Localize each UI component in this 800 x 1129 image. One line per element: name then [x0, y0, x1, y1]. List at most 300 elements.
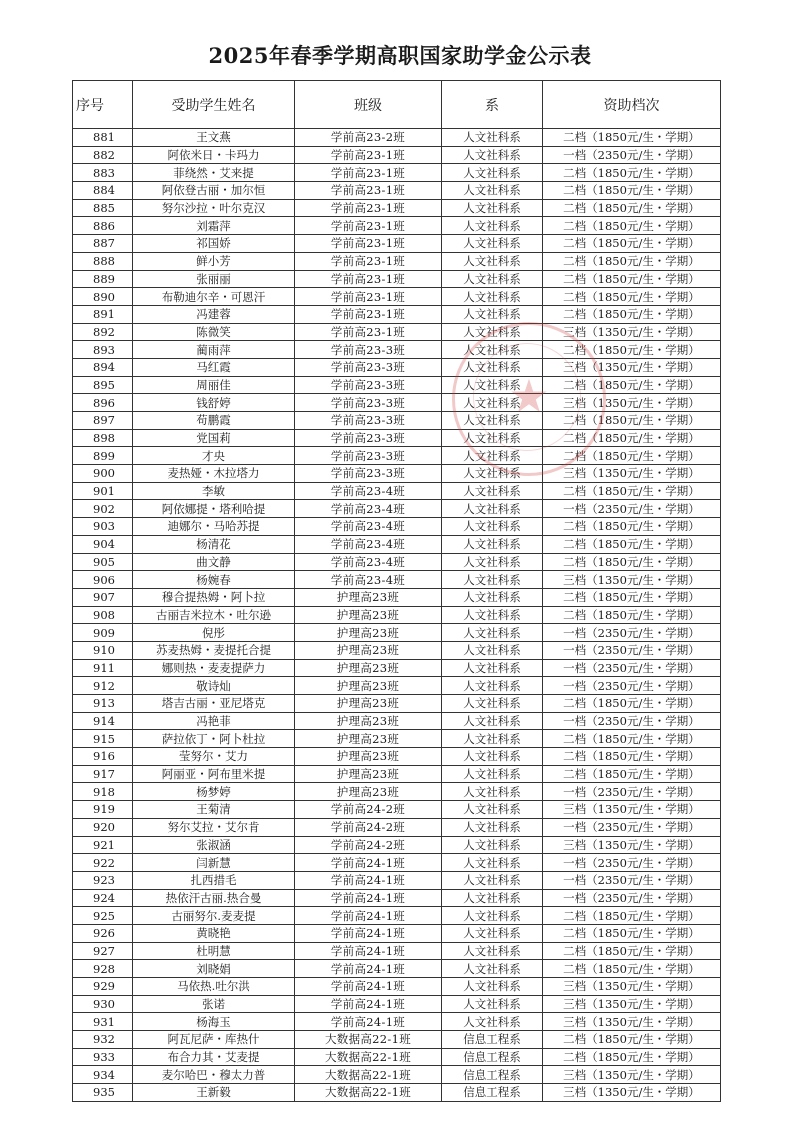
cell-level: 三档（1350元/生・学期）: [543, 1084, 721, 1102]
cell-class: 护理高23班: [295, 624, 442, 642]
cell-level: 二档（1850元/生・学期）: [543, 606, 721, 624]
table-body: [73, 129, 721, 1102]
table-row: [73, 412, 721, 430]
cell-no: 898: [73, 429, 133, 447]
cell-dept: 人文社科系: [442, 960, 543, 978]
cell-level: 二档（1850元/生・学期）: [543, 960, 721, 978]
cell-level: 二档（1850元/生・学期）: [543, 129, 721, 147]
cell-name: 马红霞: [133, 358, 295, 376]
cell-level: 三档（1350元/生・学期）: [543, 995, 721, 1013]
cell-no: 932: [73, 1031, 133, 1049]
cell-dept: 人文社科系: [442, 482, 543, 500]
table-row: [73, 252, 721, 270]
cell-class: 学前高24-2班: [295, 836, 442, 854]
cell-dept: 人文社科系: [442, 252, 543, 270]
cell-name: 张淑涵: [133, 836, 295, 854]
cell-name: 李敏: [133, 482, 295, 500]
cell-class: 学前高23-1班: [295, 323, 442, 341]
cell-class: 护理高23班: [295, 783, 442, 801]
cell-class: 学前高23-4班: [295, 535, 442, 553]
cell-dept: 人文社科系: [442, 606, 543, 624]
cell-name: 阿依娜提・塔利哈提: [133, 500, 295, 518]
cell-level: 二档（1850元/生・学期）: [543, 588, 721, 606]
cell-class: 学前高24-1班: [295, 978, 442, 996]
cell-no: 923: [73, 871, 133, 889]
col-header-class: 班级: [295, 81, 442, 129]
cell-no: 901: [73, 482, 133, 500]
cell-class: 护理高23班: [295, 748, 442, 766]
cell-class: 学前高23-1班: [295, 252, 442, 270]
cell-name: 冯建蓉: [133, 305, 295, 323]
cell-no: 928: [73, 960, 133, 978]
cell-class: 学前高24-1班: [295, 1013, 442, 1031]
table-row: [73, 712, 721, 730]
cell-name: 冯艳菲: [133, 712, 295, 730]
table-row: [73, 854, 721, 872]
table-row: [73, 358, 721, 376]
cell-level: 二档（1850元/生・学期）: [543, 376, 721, 394]
cell-no: 917: [73, 765, 133, 783]
table-row: [73, 288, 721, 306]
cell-class: 学前高24-1班: [295, 960, 442, 978]
cell-no: 906: [73, 571, 133, 589]
cell-name: 张诺: [133, 995, 295, 1013]
table-row: [73, 500, 721, 518]
cell-level: 二档（1850元/生・学期）: [543, 765, 721, 783]
col-header-level: 资助档次: [543, 81, 721, 129]
table-row: [73, 695, 721, 713]
cell-dept: 人文社科系: [442, 889, 543, 907]
col-header-name: 受助学生姓名: [133, 81, 295, 129]
cell-class: 大数据高22-1班: [295, 1031, 442, 1049]
cell-dept: 人文社科系: [442, 235, 543, 253]
cell-level: 一档（2350元/生・学期）: [543, 659, 721, 677]
cell-level: 一档（2350元/生・学期）: [543, 818, 721, 836]
table-row: [73, 270, 721, 288]
cell-dept: 人文社科系: [442, 146, 543, 164]
cell-no: 930: [73, 995, 133, 1013]
cell-no: 888: [73, 252, 133, 270]
table-row: [73, 606, 721, 624]
cell-class: 学前高24-1班: [295, 854, 442, 872]
cell-level: 二档（1850元/生・学期）: [543, 412, 721, 430]
cell-class: 护理高23班: [295, 606, 442, 624]
cell-dept: 人文社科系: [442, 907, 543, 925]
cell-no: 926: [73, 924, 133, 942]
cell-no: 929: [73, 978, 133, 996]
cell-dept: 人文社科系: [442, 995, 543, 1013]
cell-class: 学前高23-1班: [295, 305, 442, 323]
cell-dept: 人文社科系: [442, 924, 543, 942]
cell-level: 二档（1850元/生・学期）: [543, 942, 721, 960]
table-row: [73, 978, 721, 996]
cell-level: 二档（1850元/生・学期）: [543, 341, 721, 359]
cell-no: 933: [73, 1048, 133, 1066]
cell-dept: 人文社科系: [442, 641, 543, 659]
cell-no: 904: [73, 535, 133, 553]
cell-level: 二档（1850元/生・学期）: [543, 535, 721, 553]
table-row: [73, 801, 721, 819]
cell-name: 王文燕: [133, 129, 295, 147]
cell-class: 大数据高22-1班: [295, 1066, 442, 1084]
cell-name: 萨拉依丁・阿卜杜拉: [133, 730, 295, 748]
cell-name: 陈微笑: [133, 323, 295, 341]
cell-class: 学前高23-3班: [295, 376, 442, 394]
cell-dept: 人文社科系: [442, 695, 543, 713]
cell-name: 努尔艾拉・艾尔肯: [133, 818, 295, 836]
table-row: [73, 588, 721, 606]
cell-dept: 人文社科系: [442, 588, 543, 606]
cell-dept: 人文社科系: [442, 730, 543, 748]
cell-class: 学前高23-1班: [295, 217, 442, 235]
cell-level: 一档（2350元/生・学期）: [543, 624, 721, 642]
cell-dept: 人文社科系: [442, 217, 543, 235]
cell-level: 二档（1850元/生・学期）: [543, 553, 721, 571]
cell-dept: 人文社科系: [442, 748, 543, 766]
table-row: [73, 1048, 721, 1066]
cell-no: 881: [73, 129, 133, 147]
cell-level: 一档（2350元/生・学期）: [543, 889, 721, 907]
cell-no: 899: [73, 447, 133, 465]
cell-no: 934: [73, 1066, 133, 1084]
cell-dept: 人文社科系: [442, 182, 543, 200]
cell-class: 护理高23班: [295, 677, 442, 695]
cell-level: 二档（1850元/生・学期）: [543, 182, 721, 200]
cell-dept: 人文社科系: [442, 553, 543, 571]
cell-class: 学前高24-1班: [295, 924, 442, 942]
cell-name: 阿依米日・卡玛力: [133, 146, 295, 164]
cell-no: 919: [73, 801, 133, 819]
table-row: [73, 1066, 721, 1084]
cell-no: 894: [73, 358, 133, 376]
cell-dept: 人文社科系: [442, 518, 543, 536]
table-row: [73, 305, 721, 323]
cell-name: 苏麦热姆・麦提托合提: [133, 641, 295, 659]
cell-class: 学前高23-3班: [295, 341, 442, 359]
cell-dept: 人文社科系: [442, 129, 543, 147]
cell-no: 907: [73, 588, 133, 606]
cell-no: 914: [73, 712, 133, 730]
cell-name: 刘晓娟: [133, 960, 295, 978]
table-row: [73, 341, 721, 359]
cell-class: 学前高23-2班: [295, 129, 442, 147]
table-row: [73, 871, 721, 889]
cell-level: 二档（1850元/生・学期）: [543, 907, 721, 925]
cell-no: 897: [73, 412, 133, 430]
cell-no: 882: [73, 146, 133, 164]
cell-level: 二档（1850元/生・学期）: [543, 199, 721, 217]
cell-level: 二档（1850元/生・学期）: [543, 695, 721, 713]
cell-dept: 人文社科系: [442, 801, 543, 819]
cell-name: 布勒迪尔辛・可恩汗: [133, 288, 295, 306]
cell-level: 三档（1350元/生・学期）: [543, 836, 721, 854]
cell-class: 护理高23班: [295, 712, 442, 730]
cell-name: 阿依登古丽・加尔恒: [133, 182, 295, 200]
cell-class: 学前高23-1班: [295, 164, 442, 182]
cell-level: 二档（1850元/生・学期）: [543, 270, 721, 288]
cell-level: 三档（1350元/生・学期）: [543, 465, 721, 483]
cell-dept: 人文社科系: [442, 358, 543, 376]
cell-dept: 人文社科系: [442, 305, 543, 323]
cell-level: 三档（1350元/生・学期）: [543, 358, 721, 376]
cell-dept: 人文社科系: [442, 836, 543, 854]
cell-name: 娜则热・麦麦提萨力: [133, 659, 295, 677]
cell-class: 学前高23-1班: [295, 182, 442, 200]
header-row: [73, 81, 721, 129]
cell-dept: 人文社科系: [442, 624, 543, 642]
cell-no: 893: [73, 341, 133, 359]
table-row: [73, 624, 721, 642]
cell-level: 二档（1850元/生・学期）: [543, 748, 721, 766]
table-row: [73, 889, 721, 907]
table-row: [73, 199, 721, 217]
cell-level: 一档（2350元/生・学期）: [543, 641, 721, 659]
cell-level: 一档（2350元/生・学期）: [543, 871, 721, 889]
cell-name: 莹努尔・艾力: [133, 748, 295, 766]
aid-table: [72, 80, 721, 1102]
cell-no: 903: [73, 518, 133, 536]
table-row: [73, 995, 721, 1013]
cell-level: 二档（1850元/生・学期）: [543, 305, 721, 323]
cell-class: 学前高23-1班: [295, 288, 442, 306]
cell-class: 护理高23班: [295, 588, 442, 606]
cell-dept: 人文社科系: [442, 1013, 543, 1031]
table-row: [73, 1013, 721, 1031]
cell-dept: 人文社科系: [442, 818, 543, 836]
cell-no: 883: [73, 164, 133, 182]
cell-dept: 人文社科系: [442, 659, 543, 677]
cell-no: 931: [73, 1013, 133, 1031]
cell-class: 学前高23-1班: [295, 235, 442, 253]
cell-class: 学前高24-1班: [295, 942, 442, 960]
cell-no: 922: [73, 854, 133, 872]
cell-dept: 人文社科系: [442, 412, 543, 430]
table-row: [73, 818, 721, 836]
cell-class: 学前高24-2班: [295, 818, 442, 836]
cell-no: 911: [73, 659, 133, 677]
cell-level: 三档（1350元/生・学期）: [543, 571, 721, 589]
cell-name: 党国莉: [133, 429, 295, 447]
cell-name: 塔吉古丽・亚尼塔克: [133, 695, 295, 713]
cell-class: 学前高23-3班: [295, 394, 442, 412]
cell-name: 古丽吉米拉木・吐尔逊: [133, 606, 295, 624]
cell-name: 穆合提热姆・阿卜拉: [133, 588, 295, 606]
cell-class: 学前高23-4班: [295, 518, 442, 536]
table-row: [73, 129, 721, 147]
cell-class: 学前高23-3班: [295, 412, 442, 430]
table-row: [73, 1084, 721, 1102]
cell-name: 古丽努尔.麦麦提: [133, 907, 295, 925]
cell-dept: 人文社科系: [442, 677, 543, 695]
cell-name: 菲绕然・艾来提: [133, 164, 295, 182]
cell-level: 三档（1350元/生・学期）: [543, 394, 721, 412]
cell-name: 王新毅: [133, 1084, 295, 1102]
cell-dept: 人文社科系: [442, 465, 543, 483]
cell-name: 倪彤: [133, 624, 295, 642]
cell-level: 二档（1850元/生・学期）: [543, 252, 721, 270]
table-row: [73, 942, 721, 960]
cell-name: 杨婉春: [133, 571, 295, 589]
cell-class: 护理高23班: [295, 641, 442, 659]
cell-no: 935: [73, 1084, 133, 1102]
table-row: [73, 429, 721, 447]
cell-no: 924: [73, 889, 133, 907]
cell-name: 鲜小芳: [133, 252, 295, 270]
cell-level: 一档（2350元/生・学期）: [543, 712, 721, 730]
cell-name: 杨梦婷: [133, 783, 295, 801]
cell-name: 扎西措毛: [133, 871, 295, 889]
cell-no: 895: [73, 376, 133, 394]
cell-name: 王菊清: [133, 801, 295, 819]
cell-dept: 人文社科系: [442, 783, 543, 801]
table-row: [73, 164, 721, 182]
cell-no: 900: [73, 465, 133, 483]
cell-dept: 人文社科系: [442, 854, 543, 872]
cell-class: 护理高23班: [295, 695, 442, 713]
cell-dept: 信息工程系: [442, 1048, 543, 1066]
cell-name: 敬诗灿: [133, 677, 295, 695]
cell-level: 一档（2350元/生・学期）: [543, 783, 721, 801]
cell-no: 918: [73, 783, 133, 801]
table-row: [73, 765, 721, 783]
cell-no: 884: [73, 182, 133, 200]
cell-level: 二档（1850元/生・学期）: [543, 482, 721, 500]
cell-name: 布合力其・艾麦提: [133, 1048, 295, 1066]
table-row: [73, 571, 721, 589]
cell-dept: 人文社科系: [442, 765, 543, 783]
cell-dept: 人文社科系: [442, 942, 543, 960]
cell-no: 890: [73, 288, 133, 306]
cell-class: 学前高23-3班: [295, 465, 442, 483]
cell-no: 889: [73, 270, 133, 288]
cell-class: 学前高24-1班: [295, 889, 442, 907]
cell-class: 学前高23-3班: [295, 429, 442, 447]
table-row: [73, 182, 721, 200]
table-row: [73, 535, 721, 553]
cell-no: 892: [73, 323, 133, 341]
cell-level: 二档（1850元/生・学期）: [543, 730, 721, 748]
table-row: [73, 465, 721, 483]
table-row: [73, 659, 721, 677]
cell-dept: 人文社科系: [442, 712, 543, 730]
cell-name: 努尔沙拉・叶尔克汉: [133, 199, 295, 217]
table-row: [73, 235, 721, 253]
cell-level: 二档（1850元/生・学期）: [543, 447, 721, 465]
cell-dept: 信息工程系: [442, 1066, 543, 1084]
table-row: [73, 924, 721, 942]
cell-name: 闫新慧: [133, 854, 295, 872]
cell-no: 908: [73, 606, 133, 624]
table-row: [73, 748, 721, 766]
cell-level: 二档（1850元/生・学期）: [543, 288, 721, 306]
cell-dept: 信息工程系: [442, 1031, 543, 1049]
cell-name: 麦尔哈巴・穆太力普: [133, 1066, 295, 1084]
cell-name: 热依汗古丽.热合曼: [133, 889, 295, 907]
cell-level: 三档（1350元/生・学期）: [543, 323, 721, 341]
cell-class: 学前高23-4班: [295, 482, 442, 500]
table-row: [73, 553, 721, 571]
cell-dept: 人文社科系: [442, 447, 543, 465]
cell-class: 学前高23-4班: [295, 571, 442, 589]
cell-name: 黄晓艳: [133, 924, 295, 942]
cell-no: 909: [73, 624, 133, 642]
cell-level: 三档（1350元/生・学期）: [543, 1013, 721, 1031]
cell-level: 一档（2350元/生・学期）: [543, 854, 721, 872]
cell-name: 张丽丽: [133, 270, 295, 288]
cell-name: 马依热.吐尔洪: [133, 978, 295, 996]
cell-class: 护理高23班: [295, 659, 442, 677]
table-row: [73, 907, 721, 925]
cell-name: 杨清花: [133, 535, 295, 553]
cell-class: 学前高24-2班: [295, 801, 442, 819]
cell-no: 915: [73, 730, 133, 748]
cell-dept: 人文社科系: [442, 199, 543, 217]
cell-level: 二档（1850元/生・学期）: [543, 217, 721, 235]
cell-no: 916: [73, 748, 133, 766]
cell-class: 护理高23班: [295, 730, 442, 748]
cell-name: 钱舒婷: [133, 394, 295, 412]
cell-no: 887: [73, 235, 133, 253]
cell-dept: 人文社科系: [442, 429, 543, 447]
table-row: [73, 376, 721, 394]
cell-class: 学前高23-1班: [295, 199, 442, 217]
cell-level: 二档（1850元/生・学期）: [543, 429, 721, 447]
star-icon: ★: [508, 369, 550, 423]
cell-level: 二档（1850元/生・学期）: [543, 1031, 721, 1049]
cell-no: 920: [73, 818, 133, 836]
cell-class: 学前高24-1班: [295, 871, 442, 889]
col-header-no: 序号: [73, 81, 133, 129]
cell-class: 大数据高22-1班: [295, 1048, 442, 1066]
cell-dept: 人文社科系: [442, 270, 543, 288]
cell-class: 学前高24-1班: [295, 995, 442, 1013]
cell-class: 大数据高22-1班: [295, 1084, 442, 1102]
cell-name: 杜明慧: [133, 942, 295, 960]
cell-dept: 人文社科系: [442, 376, 543, 394]
cell-class: 学前高23-3班: [295, 447, 442, 465]
cell-dept: 人文社科系: [442, 500, 543, 518]
cell-no: 912: [73, 677, 133, 695]
cell-dept: 人文社科系: [442, 978, 543, 996]
cell-name: 麦热娅・木拉塔力: [133, 465, 295, 483]
table-row: [73, 1031, 721, 1049]
cell-name: 蔺雨萍: [133, 341, 295, 359]
cell-level: 三档（1350元/生・学期）: [543, 801, 721, 819]
cell-no: 913: [73, 695, 133, 713]
cell-class: 学前高23-1班: [295, 270, 442, 288]
cell-dept: 人文社科系: [442, 323, 543, 341]
cell-no: 886: [73, 217, 133, 235]
cell-no: 896: [73, 394, 133, 412]
table-row: [73, 836, 721, 854]
table-row: [73, 146, 721, 164]
table-row: [73, 447, 721, 465]
cell-dept: 人文社科系: [442, 341, 543, 359]
cell-dept: 信息工程系: [442, 1084, 543, 1102]
cell-level: 三档（1350元/生・学期）: [543, 978, 721, 996]
col-header-dept: 系: [442, 81, 543, 129]
cell-level: 一档（2350元/生・学期）: [543, 677, 721, 695]
cell-dept: 人文社科系: [442, 871, 543, 889]
cell-level: 一档（2350元/生・学期）: [543, 500, 721, 518]
cell-no: 927: [73, 942, 133, 960]
cell-name: 阿瓦尼萨・库热什: [133, 1031, 295, 1049]
cell-class: 学前高23-1班: [295, 146, 442, 164]
cell-name: 苟鹏霞: [133, 412, 295, 430]
cell-level: 一档（2350元/生・学期）: [543, 146, 721, 164]
cell-name: 周丽佳: [133, 376, 295, 394]
cell-class: 学前高23-4班: [295, 500, 442, 518]
